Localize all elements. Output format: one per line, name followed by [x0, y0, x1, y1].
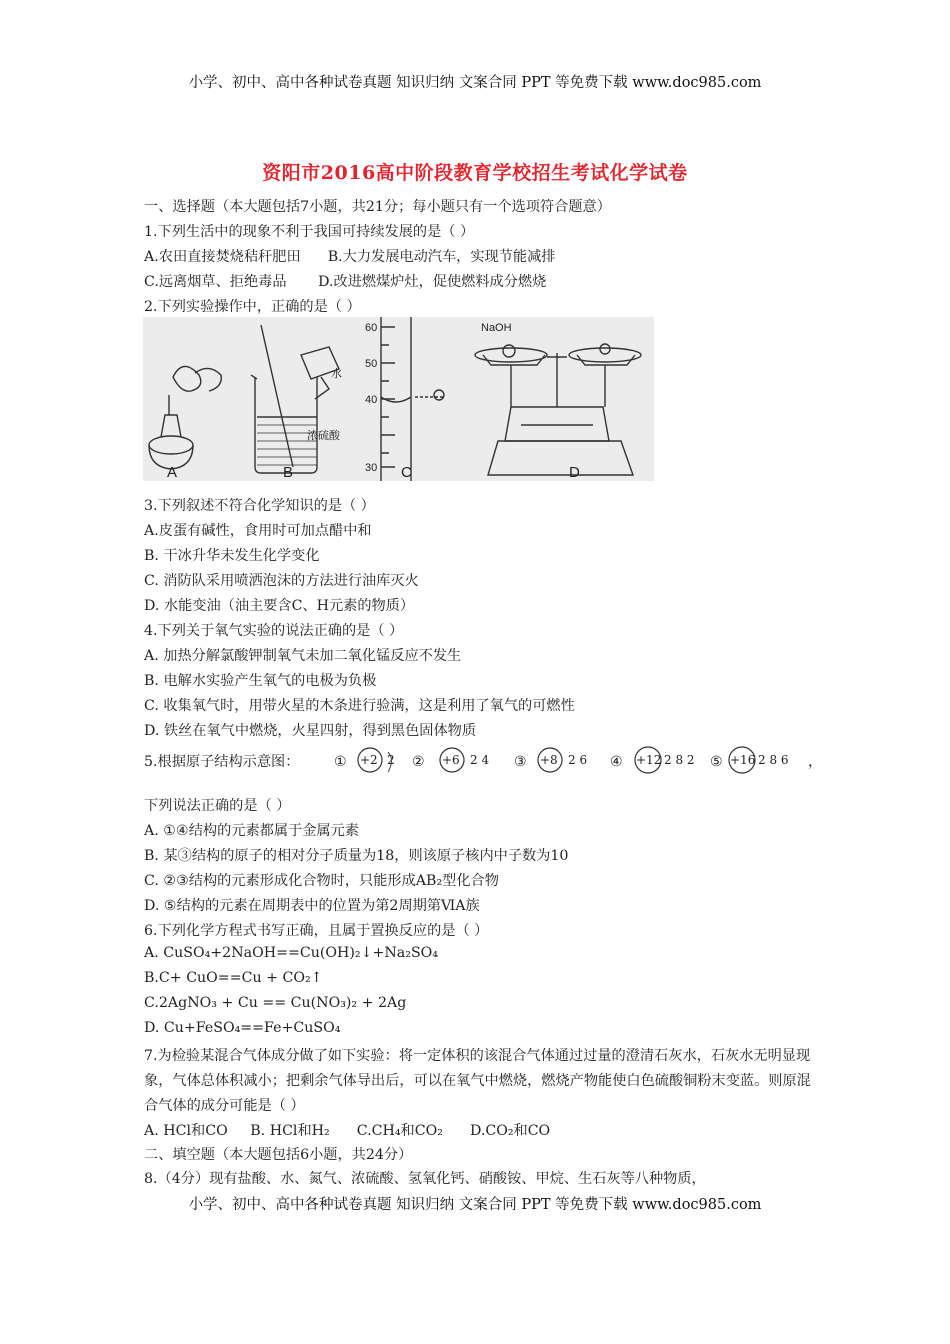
q5-option-a: A. ①④结构的元素都属于金属元素 [144, 823, 359, 839]
q5-stem-prefix: 5.根据原子结构示意图： [144, 754, 300, 770]
tick-60: 60 [365, 322, 378, 334]
q3-option-b: B. 干冰升华未发生化学变化 [144, 548, 320, 564]
q2-apparatus-figure [143, 317, 654, 481]
q4-option-a: A. 加热分解氯酸钾制氧气未加二氧化锰反应不发生 [144, 648, 462, 664]
atom-nucleus: +6 [442, 753, 460, 767]
page-title: 资阳市2016高中阶段教育学校招生考试化学试卷 [262, 162, 688, 184]
q4-option-d: D. 铁丝在氧气中燃烧，火星四射，得到黑色固体物质 [144, 723, 477, 739]
q3-option-a: A.皮蛋有碱性，食用时可加点醋中和 [144, 523, 372, 539]
tick-40: 40 [365, 394, 378, 406]
q3-option-d: D. 水能变油（油主要含C、H元素的物质） [144, 598, 415, 614]
tick-50: 50 [365, 358, 378, 370]
section-heading-fill: 二、填空题（本大题包括6小题，共24分） [144, 1147, 413, 1163]
atom-marker: ③ [514, 754, 527, 770]
q5-option-d: D. ⑤结构的元素在周期表中的位置为第2周期第ⅥA族 [144, 898, 480, 914]
q3-option-c: C. 消防队采用喷洒泡沫的方法进行油库灭火 [144, 573, 419, 589]
q5-stem2: 下列说法正确的是（ ） [144, 798, 291, 814]
q4-option-b: B. 电解水实验产生氧气的电极为负极 [144, 673, 377, 689]
q4-option-c: C. 收集氧气时，用带火星的木条进行验满，这是利用了氧气的可燃性 [144, 698, 575, 714]
atom-nucleus: +2 [360, 753, 378, 767]
label-naoh: NaOH [481, 322, 512, 334]
atom-marker: ① [334, 754, 347, 770]
label-C: C [401, 464, 412, 481]
q6-option-b: B.C+ CuO==Cu + CO₂↑ [144, 970, 323, 986]
graduated-cylinder-figure [381, 317, 444, 481]
beaker-figure [251, 325, 339, 473]
atom-shells: 2 8 6 [758, 753, 789, 767]
label-A: A [167, 464, 178, 481]
section-heading-choice: 一、选择题（本大题包括7小题，共21分；每小题只有一个选项符合题意） [144, 199, 611, 215]
q6-option-d: D. Cu+FeSO₄==Fe+CuSO₄ [144, 1020, 341, 1036]
q5-option-b: B. 某③结构的原子的相对分子质量为18，则该原子核内中子数为10 [144, 848, 569, 864]
q1-options-cd: C.远离烟草、拒绝毒品 D.改进燃煤炉灶，促使燃料成分燃烧 [144, 274, 547, 290]
q6-option-c: C.2AgNO₃ + Cu == Cu(NO₃)₂ + 2Ag [144, 995, 407, 1011]
label-water: 水 [331, 368, 342, 380]
page-header: 小学、初中、高中各种试卷真题 知识归纳 文案合同 PPT 等免费下载 www.doc985.com [188, 75, 762, 91]
q5-option-c: C. ②③结构的元素形成化合物时，只能形成AB₂型化合物 [144, 873, 499, 889]
q1-stem: 1.下列生活中的现象不利于我国可持续发展的是（ ） [144, 224, 475, 240]
q7-options: A. HCl和CO B. HCl和H₂ C.CH₄和CO₂ D.CO₂和CO [144, 1123, 551, 1139]
label-D: D [569, 464, 580, 481]
balance-figure [475, 344, 641, 475]
page-footer: 小学、初中、高中各种试卷真题 知识归纳 文案合同 PPT 等免费下载 www.doc985.com [188, 1197, 762, 1213]
q7-text: 7.为检验某混合气体成分做了如下实验：将一定体积的该混合气体通过过量的澄清石灰水，石灰水无明显现象，气体总体积减小；把剩余气体导出后，可以在氧气中燃烧，燃烧产物能使白色硫酸铜粉末变蓝。则原混合气体的成分可能是（ ） [144, 1048, 811, 1114]
atom-nucleus: +8 [540, 753, 558, 767]
q4-stem: 4.下列关于氧气实验的说法正确的是（ ） [144, 623, 404, 639]
atom-nucleus: +12 [636, 753, 662, 767]
q3-stem: 3.下列叙述不符合化学知识的是（ ） [144, 498, 375, 514]
q6-option-a: A. CuSO₄+2NaOH==Cu(OH)₂↓+Na₂SO₄ [144, 945, 438, 961]
label-conc-acid: 浓硫酸 [307, 430, 340, 442]
q2-stem: 2.下列实验操作中，正确的是（ ） [144, 299, 361, 315]
atom-marker: ⑤ [710, 754, 723, 770]
atom-marker: ② [412, 754, 425, 770]
atom-nucleus: +16 [730, 753, 756, 767]
tick-30: 30 [365, 462, 378, 474]
q1-options-ab: A.农田直接焚烧秸秆肥田 B.大力发展电动汽车，实现节能减排 [144, 249, 556, 265]
atom-shells: 2 6 [568, 753, 588, 767]
q5-stem-tail: ， [808, 754, 823, 770]
atom-shells: 2 4 [470, 753, 490, 767]
label-B: B [283, 464, 294, 481]
q6-stem: 6.下列化学方程式书写正确，且属于置换反应的是（ ） [144, 923, 489, 939]
atom-marker: ④ [610, 754, 623, 770]
q8-text: 8.（4分）现有盐酸、水、氮气、浓硫酸、氢氧化钙、硝酸铵、甲烷、生石灰等八种物质， [144, 1171, 706, 1187]
atom-shells: 2 [387, 753, 395, 767]
q5-atom-structure-diagrams [144, 738, 824, 784]
atom-shells: 2 8 2 [664, 753, 695, 767]
alcohol-lamp-figure [149, 366, 221, 469]
